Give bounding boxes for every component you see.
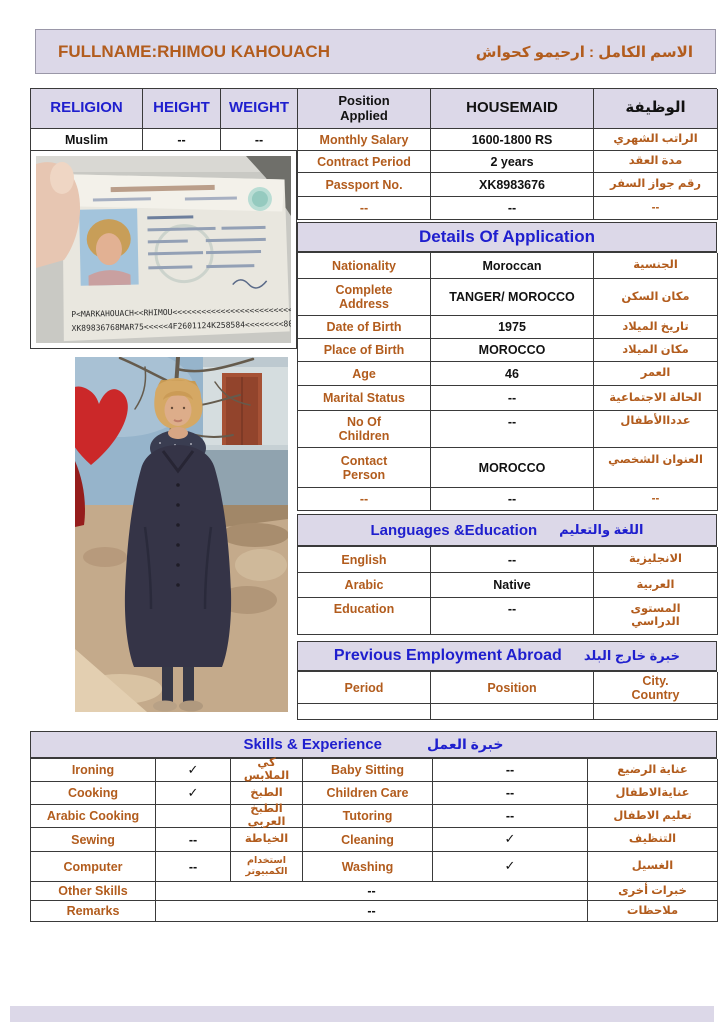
skills-title-en: Skills & Experience [243,736,382,753]
no-of-children-value: -- [431,411,594,448]
skills-footer-table [30,881,717,922]
english-arabic: الانجليزية [594,547,718,573]
other-skills-label: Other Skills [31,882,156,901]
marital-status-label: Marital Status [298,386,431,411]
nationality-label: Nationality [298,253,431,279]
cleaning-arabic: التنظيف [588,828,718,852]
employment-empty-cell [594,704,718,720]
marital-status-arabic: الحالة الاجتماعية [594,386,718,411]
height-value-cell: -- [143,129,221,151]
cleaning-check: ✓ [433,828,588,852]
other-skills-arabic: خبرات أخرى [588,882,718,901]
marital-status-value: -- [431,386,594,411]
nationality-arabic: الجنسية [594,253,718,279]
monthly-salary-arabic: الراتب الشهري [594,129,718,151]
languages-education-banner [297,514,717,546]
other-skills-value: -- [156,882,588,901]
passport-no-label: Passport No. [298,173,431,197]
contact-person-value: MOROCCO [431,448,594,488]
religion-height-weight-table [30,88,297,151]
education-label: Education [298,598,431,635]
children-care-check: -- [433,782,588,805]
fullname-arabic: الاسم الكامل : ارحيمو كحواش [475,43,693,61]
arabic-arabic: العربية [594,573,718,598]
details-title: Details Of Application [418,227,595,246]
position-applied-arabic: الوظيفة [594,89,718,129]
languages-title-en: Languages &Education [370,521,538,539]
ironing-label: Ironing [31,759,156,782]
english-label: English [298,547,431,573]
date-of-birth-value: 1975 [431,316,594,339]
computer-check: -- [156,852,231,882]
full-body-photo [75,357,288,712]
children-care-arabic: عنايةالاطفال [588,782,718,805]
washing-check: ✓ [433,852,588,882]
details-table [297,252,717,511]
sewing-arabic: الخياطة [231,828,303,852]
skills-table [30,758,717,882]
employment-empty-cell [298,704,431,720]
education-arabic: المستوى الدراسي [594,598,718,635]
arabic-label: Arabic [298,573,431,598]
english-value: -- [431,547,594,573]
sewing-label: Sewing [31,828,156,852]
place-of-birth-arabic: مكان الميلاد [594,339,718,362]
sewing-check: -- [156,828,231,852]
weight-header-cell: WEIGHT [221,89,298,129]
ironing-arabic: كي الملابس [231,759,303,782]
mrz-line-2: XK89836768MAR75<<<<<4F2601124K258584<<<<<<<<80 [71,319,291,333]
blank-row-arabic: -- [594,197,718,220]
position-column-header: Position [431,672,594,704]
nationality-value: Moroccan [431,253,594,279]
no-of-children-label: No Of Children [298,411,431,448]
place-of-birth-value: MOROCCO [431,339,594,362]
place-of-birth-label: Place of Birth [298,339,431,362]
passport-photo-cell [30,150,297,349]
children-care-label: Children Care [303,782,433,805]
baby-sitting-arabic: عناية الرضيع [588,759,718,782]
contact-person-arabic: العنوان الشخصي [594,448,718,488]
details-blank-arabic: -- [594,488,718,511]
complete-address-value: TANGER/ MOROCCO [431,279,594,316]
height-header-cell: HEIGHT [143,89,221,129]
details-of-application-banner [297,222,717,252]
monthly-salary-label: Monthly Salary [298,129,431,151]
remarks-label: Remarks [31,901,156,922]
position-applied-value: HOUSEMAID [431,89,594,129]
remarks-value: -- [156,901,588,922]
previous-employment-banner [297,641,717,671]
contract-period-label: Contract Period [298,151,431,173]
position-applied-label: Position Applied [298,89,431,129]
arabic-cooking-label: Arabic Cooking [31,805,156,828]
skills-title-ar: خبرة العمل [426,736,504,752]
ironing-check: ✓ [156,759,231,782]
blank-row-value: -- [431,197,594,220]
details-blank-label: -- [298,488,431,511]
passport-no-arabic: رقم جواز السفر [594,173,718,197]
date-of-birth-label: Date of Birth [298,316,431,339]
baby-sitting-check: -- [433,759,588,782]
city-country-column-header: City. Country [594,672,718,704]
age-arabic: العمر [594,362,718,386]
cleaning-label: Cleaning [303,828,433,852]
religion-value-cell: Muslim [31,129,143,151]
position-applied-table [297,88,717,220]
date-of-birth-arabic: تاريخ الميلاد [594,316,718,339]
languages-title-ar: اللغة والتعليم [559,522,644,537]
complete-address-label: Complete Address [298,279,431,316]
contract-period-arabic: مدة العقد [594,151,718,173]
employment-table [297,671,717,720]
mrz-line-1: P<MARKAHOUACH<<RHIMOU<<<<<<<<<<<<<<<<<<<<<<<<<BO [71,305,291,319]
employment-empty-cell [431,704,594,720]
no-of-children-arabic: عدداالأطفال [594,411,718,448]
remarks-arabic: ملاحظات [588,901,718,922]
passport-photo [36,156,291,343]
age-label: Age [298,362,431,386]
computer-arabic: استخدام الكمبيوتر [231,852,303,882]
baby-sitting-label: Baby Sitting [303,759,433,782]
contact-person-label: Contact Person [298,448,431,488]
languages-table [297,546,717,635]
passport-no-value: XK8983676 [431,173,594,197]
religion-header-cell: RELIGION [31,89,143,129]
arabic-cooking-check [156,805,231,828]
fullname-english: FULLNAME:RHIMOU KAHOUACH [58,41,330,61]
weight-value-cell: -- [221,129,298,151]
tutoring-label: Tutoring [303,805,433,828]
computer-label: Computer [31,852,156,882]
cooking-arabic: الطبخ [231,782,303,805]
blank-row-label: -- [298,197,431,220]
contract-period-value: 2 years [431,151,594,173]
cooking-check: ✓ [156,782,231,805]
employment-title-en: Previous Employment Abroad [333,647,562,664]
cooking-label: Cooking [31,782,156,805]
monthly-salary-value: 1600-1800 RS [431,129,594,151]
period-column-header: Period [298,672,431,704]
tutoring-arabic: تعليم الاطفال [588,805,718,828]
washing-arabic: الغسيل [588,852,718,882]
footer-band [10,1006,714,1022]
details-blank-value: -- [431,488,594,511]
age-value: 46 [431,362,594,386]
arabic-value: Native [431,573,594,598]
complete-address-arabic: مكان السكن [594,279,718,316]
tutoring-check: -- [433,805,588,828]
name-header-band [35,29,716,74]
washing-label: Washing [303,852,433,882]
arabic-cooking-arabic: الطبخ العربي [231,805,303,828]
education-value: -- [431,598,594,635]
skills-experience-banner [30,731,717,758]
employment-title-ar: خبرة خارج البلد [583,648,681,663]
